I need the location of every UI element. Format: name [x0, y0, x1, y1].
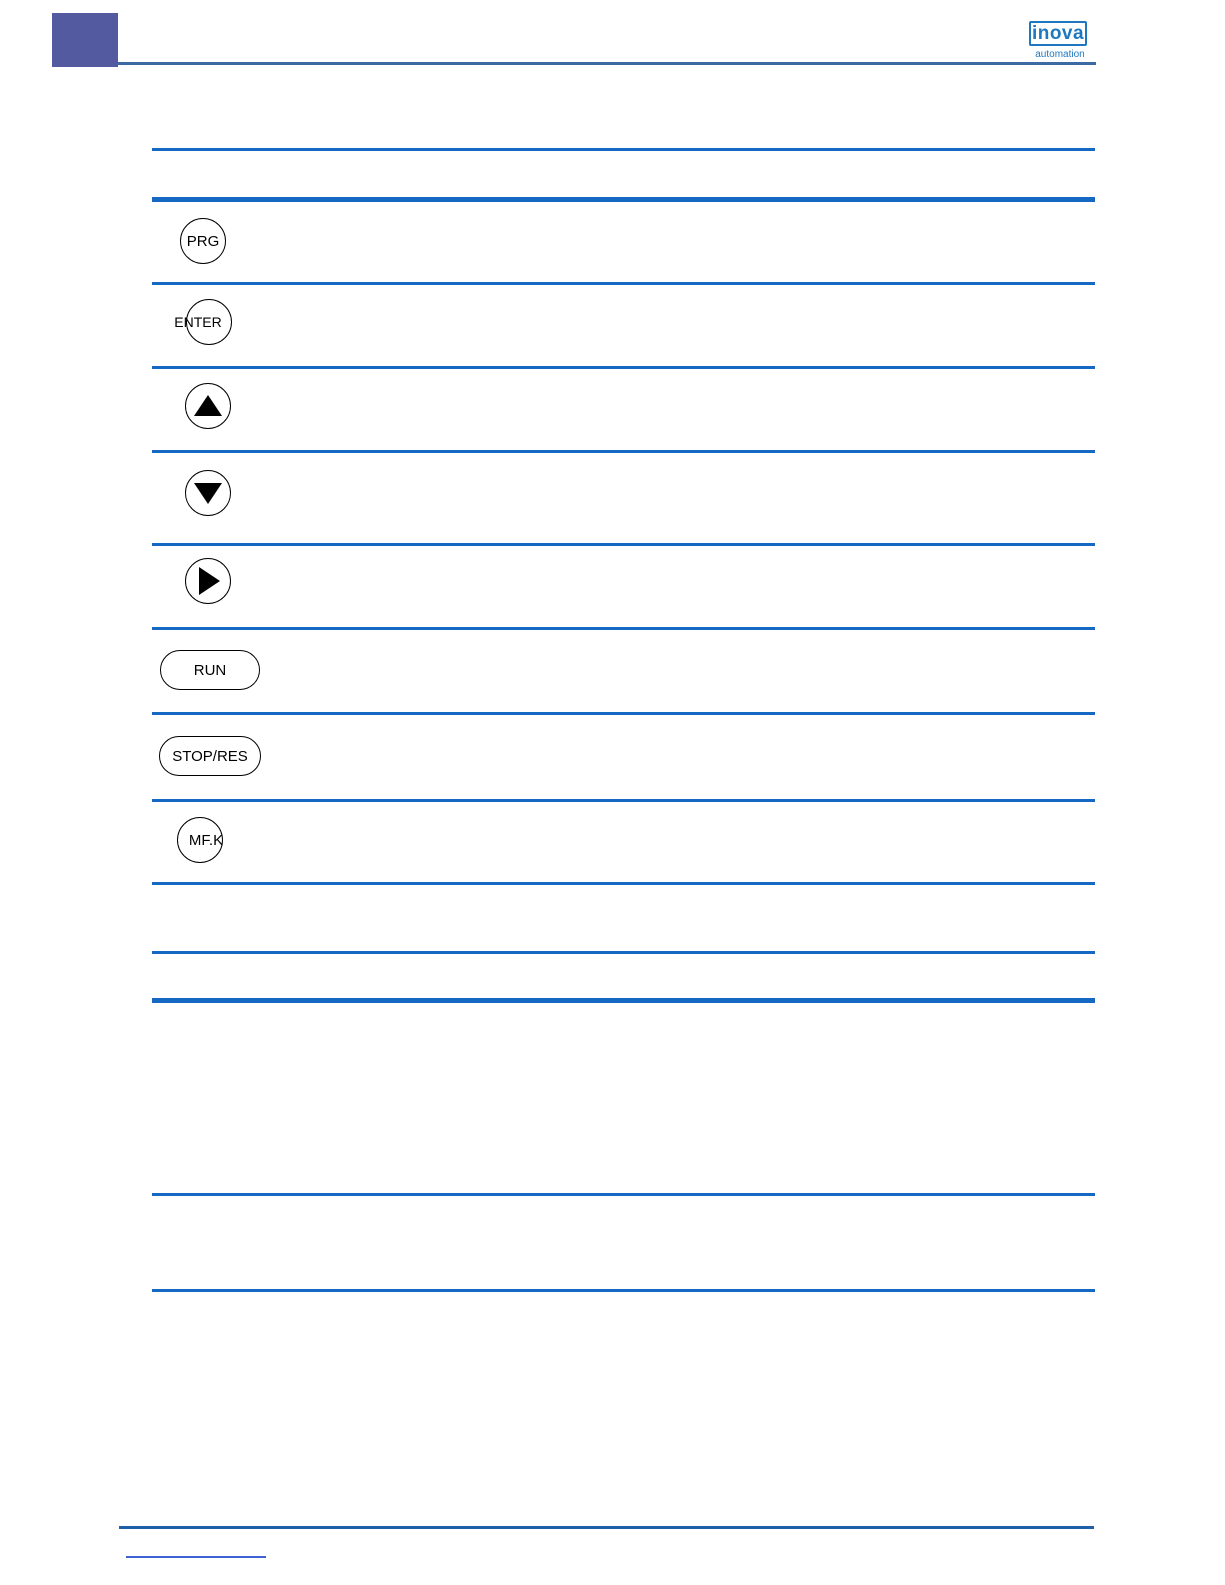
multifunction-key-label: MF.K [188, 831, 224, 849]
row-divider [152, 712, 1095, 715]
row-divider [152, 450, 1095, 453]
row-divider [152, 543, 1095, 546]
table2-top-rule [152, 951, 1095, 954]
run-key-label: RUN [193, 661, 227, 679]
enter-key-label: ENTER [174, 313, 222, 330]
triangle-down-icon [193, 480, 223, 506]
stop-reset-key-label: STOP/RES [172, 747, 248, 765]
triangle-up-icon [193, 393, 223, 419]
footer-link-underline [126, 1556, 266, 1558]
shift-key [185, 558, 231, 604]
row-divider [152, 627, 1095, 630]
logo-wordmark: inova [1029, 21, 1087, 46]
up-key [185, 383, 231, 429]
brand-logo [1027, 21, 1093, 63]
row-divider [152, 366, 1095, 369]
enter-key [174, 299, 232, 345]
table-bottom-rule [152, 882, 1095, 885]
logo-subtext: automation [1035, 49, 1085, 60]
table2-bottom-rule [152, 1289, 1095, 1292]
prg-key-label: PRG [186, 232, 220, 250]
row-divider [152, 1193, 1095, 1196]
down-key [185, 470, 231, 516]
prg-key [180, 218, 226, 264]
table-top-rule [152, 148, 1095, 151]
row-divider [152, 799, 1095, 802]
corner-block [52, 13, 118, 67]
table-header-rule [152, 197, 1095, 202]
row-divider [152, 282, 1095, 285]
header-rule [118, 62, 1096, 65]
run-key [160, 650, 260, 690]
table2-header-rule [152, 998, 1095, 1003]
multifunction-key [177, 817, 223, 863]
stop-reset-key [159, 736, 261, 776]
footer-rule [119, 1526, 1094, 1529]
triangle-right-icon [195, 566, 221, 596]
